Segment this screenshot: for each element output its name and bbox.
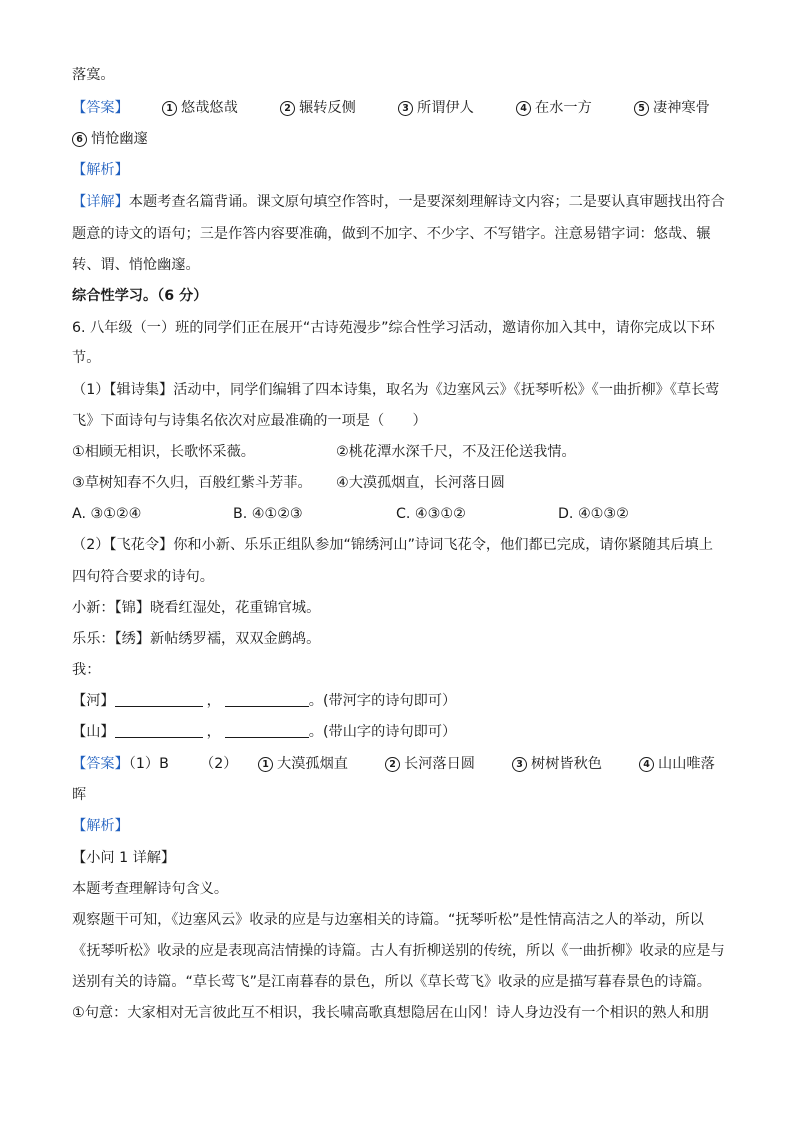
shan-blank-1[interactable] xyxy=(115,723,203,738)
answer-2-item-2: 2 长河落日圆 xyxy=(385,754,475,774)
poem-4: ④大漠孤烟直，长河落日圆 xyxy=(336,475,505,491)
poem-2: ②桃花潭水深千尺，不及汪伦送我情。 xyxy=(336,444,576,460)
circled-number: 4 xyxy=(516,101,531,116)
poem-3: ③草树知春不久归，百般红紫斗芳菲。 xyxy=(72,475,312,491)
answer-tag: 【答案】 xyxy=(72,100,129,116)
answer-2-item-1: 1 大漠孤烟直 xyxy=(258,754,348,774)
answer-item-3: 3 所谓伊人 xyxy=(398,98,474,118)
question-6-line-1: 6. 八年级（一）班的同学们正在展开“古诗苑漫步”综合性学习活动，邀请你加入其中，请你完成以下环 xyxy=(72,320,715,336)
option-c[interactable]: C. ④③①② xyxy=(396,506,466,522)
circled-number: 5 xyxy=(634,101,649,116)
circled-number: 3 xyxy=(398,101,413,116)
body-line-2: 观察题干可知，《边塞风云》收录的应是与边塞相关的诗篇。“抚琴听松”是性情高洁之人的举动，所以 xyxy=(72,912,704,928)
circled-number: 2 xyxy=(385,757,400,772)
part-1-line-1: （1）【辑诗集】活动中，同学们编辑了四本诗集，取名为《边塞风云》《抚琴听松》《一曲折柳》《草长莺 xyxy=(72,382,720,398)
circled-number: 6 xyxy=(72,132,87,147)
part-2-line-2: 四句符合要求的诗句。 xyxy=(72,569,214,585)
body-line-5: ①句意：大家相对无言彼此互不相识，我长啸高歌真想隐居在山冈！诗人身边没有一个相识的熟人和朋 xyxy=(72,1005,709,1021)
answer-item-1: 1 悠哉悠哉 xyxy=(162,98,238,118)
me-line: 我： xyxy=(72,662,101,678)
shan-fill-row: 【山】 ， 。(带山字的诗句即可） xyxy=(72,724,457,740)
part-1-line-2: 飞》下面诗句与诗集名依次对应最准确的一项是（ ） xyxy=(72,413,427,429)
body-line-1: 本题考查理解诗句含义。 xyxy=(72,881,229,897)
option-b[interactable]: B. ④①②③ xyxy=(233,506,303,522)
circled-number: 4 xyxy=(639,757,654,772)
analysis-tag-2: 【解析】 xyxy=(72,818,129,834)
detail-line-1: 【详解】本题考查名篇背诵。课文原句填空作答时，一是要深刻理解诗文内容；二是要认真审题找出符合 xyxy=(72,194,725,210)
he-blank-2[interactable] xyxy=(225,692,309,707)
subquestion-1-detail: 【小问 1 详解】 xyxy=(72,850,176,866)
answer-item-4: 4 在水一方 xyxy=(516,98,592,118)
continued-text: 落寞。 xyxy=(72,67,115,83)
poem-1: ①相顾无相识，长歌怀采薇。 xyxy=(72,444,255,460)
analysis-tag: 【解析】 xyxy=(72,162,129,178)
option-a[interactable]: A. ③①②④ xyxy=(72,506,142,522)
circled-number: 1 xyxy=(258,757,273,772)
answer-row-2: 【答案】（1）B xyxy=(72,756,169,772)
detail-line-2: 题意的诗文的语句；三是作答内容要准确，做到不加字、不少字、不写错字。注意易错字词：悠哉、辗 xyxy=(72,226,711,242)
xiaoxin-line: 小新：【锦】晓看红湿处，花重锦官城。 xyxy=(72,600,321,616)
circled-number: 2 xyxy=(280,101,295,116)
detail-line-3: 转、谓、悄怆幽邃。 xyxy=(72,257,200,273)
he-fill-row: 【河】 ， 。(带河字的诗句即可） xyxy=(72,693,457,709)
answer-item-5: 5 凄神寒骨 xyxy=(634,98,710,118)
lele-line: 乐乐：【绣】新帖绣罗襦，双双金鹧鸪。 xyxy=(72,631,321,647)
answer-part-2-label: （2） xyxy=(200,756,238,772)
section-heading: 综合性学习。（6 分） xyxy=(72,288,208,304)
shan-blank-2[interactable] xyxy=(225,723,309,738)
he-blank-1[interactable] xyxy=(115,692,203,707)
answer-item-6: 6 悄怆幽邃 xyxy=(72,129,148,149)
circled-number: 3 xyxy=(512,757,527,772)
answer-2-continued: 晖 xyxy=(72,787,87,803)
answer-tag: 【答案】 xyxy=(72,756,129,772)
circled-number: 1 xyxy=(162,101,177,116)
option-d[interactable]: D. ④①③② xyxy=(558,506,629,522)
question-6-line-2: 节。 xyxy=(72,350,101,366)
part-2-line-1: （2）【飞花令】你和小新、乐乐正组队参加“锦绣河山”诗词飞花令，他们都已完成，请你紧随其后填上 xyxy=(72,537,713,553)
answer-2-item-3: 3 树树皆秋色 xyxy=(512,754,602,774)
answer-item-2: 2 辗转反侧 xyxy=(280,98,356,118)
answer-2-item-4: 4 山山唯落 xyxy=(639,754,715,774)
body-line-3: 《抚琴听松》收录的应是表现高洁情操的诗篇。古人有折柳送别的传统，所以《一曲折柳》收录的应是与 xyxy=(72,943,725,959)
body-line-4: 送别有关的诗篇。“草长莺飞”是江南暮春的景色，所以《草长莺飞》收录的应是描写暮春景色的诗篇。 xyxy=(72,974,711,990)
